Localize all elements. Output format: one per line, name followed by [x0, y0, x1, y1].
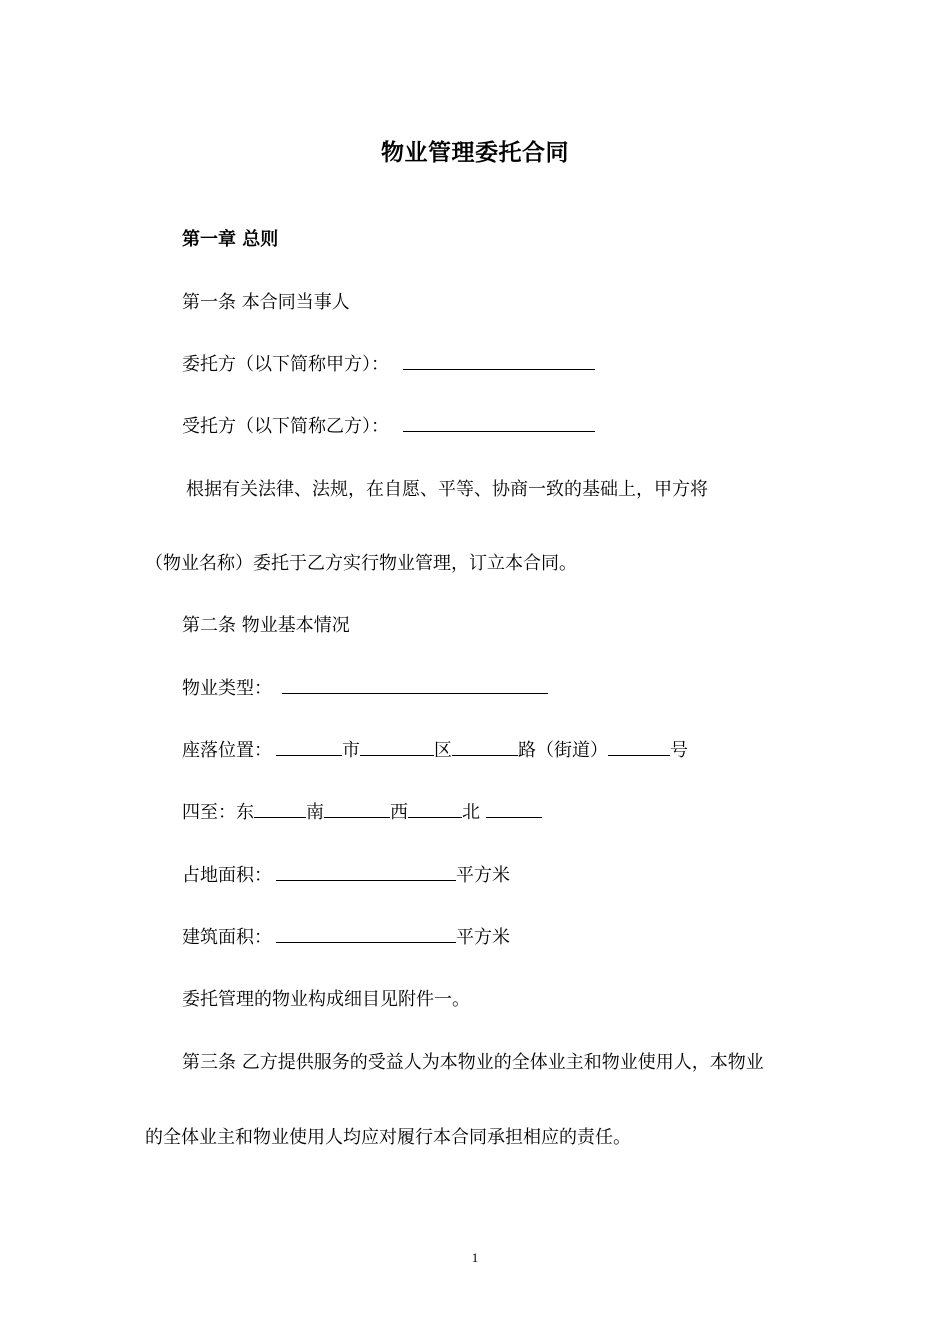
number-label: 号: [670, 740, 688, 761]
north-blank[interactable]: [486, 801, 542, 818]
south-blank[interactable]: [324, 801, 390, 818]
agent-label: 受托方（以下简称乙方）：: [182, 416, 389, 437]
agent-blank[interactable]: [403, 415, 595, 432]
appendix-note: 委托管理的物业构成细目见附件一。: [182, 989, 470, 1010]
boundaries-line: [182, 801, 542, 825]
boundaries-label: 四至：东: [182, 802, 254, 823]
article1-paragraph-line2: （物业名称）委托于乙方实行物业管理，订立本合同。: [145, 553, 577, 574]
land-area-label: 占地面积：: [182, 865, 272, 886]
number-blank[interactable]: [608, 739, 670, 756]
article1-heading: 第一条 本合同当事人: [182, 292, 350, 313]
east-blank[interactable]: [254, 801, 306, 818]
district-label: 区: [434, 740, 452, 761]
building-area-blank[interactable]: [276, 926, 456, 943]
property-type-line: [182, 677, 548, 701]
page-number: 1: [471, 1250, 479, 1265]
article1-paragraph-line1: 根据有关法律、法规，在自愿、平等、协商一致的基础上，甲方将: [186, 479, 708, 500]
north-label: 北: [462, 802, 480, 823]
building-area-label: 建筑面积：: [182, 927, 272, 948]
south-label: 南: [306, 802, 324, 823]
article2-heading: 第二条 物业基本情况: [182, 615, 350, 636]
principal-line: [182, 353, 595, 377]
principal-label: 委托方（以下简称甲方）：: [182, 354, 389, 375]
city-label: 市: [342, 740, 360, 761]
building-area-unit: 平方米: [456, 927, 510, 948]
agent-line: [182, 415, 595, 439]
property-type-blank[interactable]: [282, 677, 548, 694]
city-blank[interactable]: [276, 739, 342, 756]
document-title: 物业管理委托合同: [381, 140, 569, 166]
property-type-label: 物业类型：: [182, 678, 272, 699]
district-blank[interactable]: [360, 739, 434, 756]
land-area-line: [182, 864, 510, 888]
article3-line2: 的全体业主和物业使用人均应对履行本合同承担相应的责任。: [145, 1127, 631, 1148]
location-label: 座落位置：: [182, 740, 272, 761]
principal-blank[interactable]: [403, 353, 595, 370]
road-label: 路（街道）: [518, 740, 608, 761]
land-area-unit: 平方米: [456, 865, 510, 886]
building-area-line: [182, 926, 510, 950]
land-area-blank[interactable]: [276, 864, 456, 881]
chapter-heading: 第一章 总则: [182, 229, 279, 250]
west-blank[interactable]: [408, 801, 462, 818]
road-blank[interactable]: [452, 739, 518, 756]
west-label: 西: [390, 802, 408, 823]
location-line: [182, 739, 688, 763]
article3-line1: 第三条 乙方提供服务的受益人为本物业的全体业主和物业使用人，本物业: [182, 1052, 764, 1073]
